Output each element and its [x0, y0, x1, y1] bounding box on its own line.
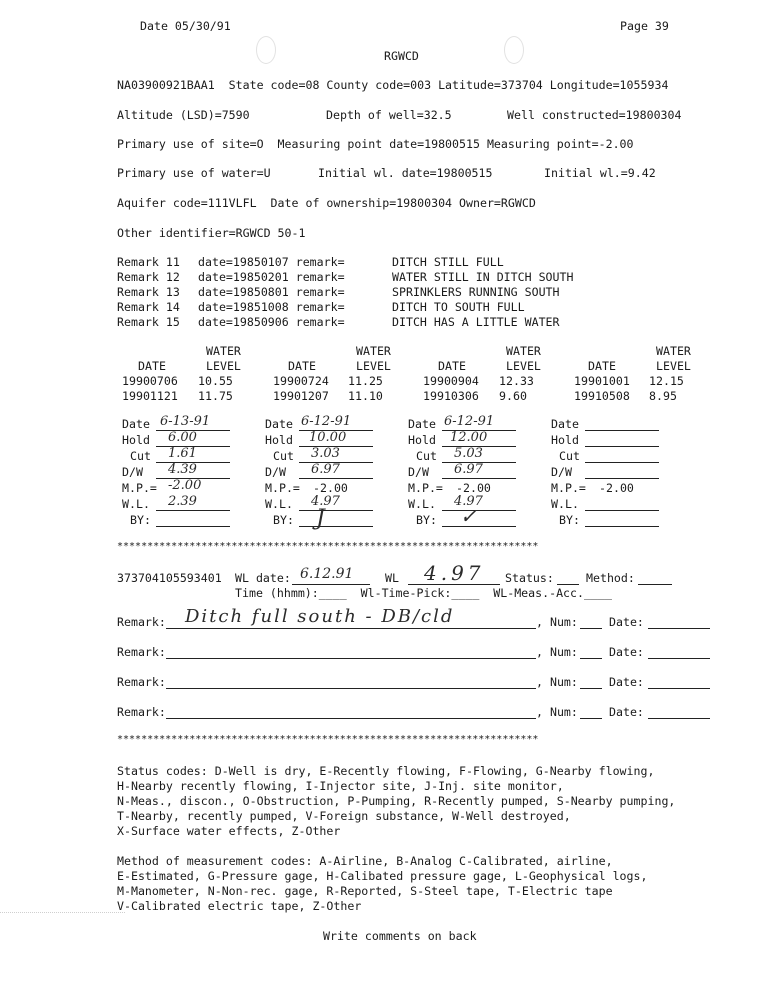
entry-date: 6-12-91	[444, 414, 495, 429]
remark-text: WATER STILL IN DITCH SOUTH	[392, 270, 574, 284]
col-header-date: DATE	[438, 359, 466, 373]
footer-note: Write comments on back	[323, 929, 477, 943]
form-label-by: BY:	[273, 513, 294, 527]
remark-entry-num: , Num:	[536, 675, 578, 689]
initial-wl-date: Initial wl. date=19800515	[318, 166, 493, 180]
remark-entry-label: Remark:	[117, 645, 166, 659]
col-header-level: LEVEL	[506, 359, 541, 373]
entry-by: J	[316, 506, 325, 531]
remark-entry-value: Ditch full south - DB/cld	[185, 606, 455, 627]
level-value: 11.75	[198, 389, 233, 403]
col-header-date: DATE	[288, 359, 316, 373]
level-value: 11.10	[348, 389, 383, 403]
form-label-cut: Cut	[130, 449, 151, 463]
form-label-by: BY:	[416, 513, 437, 527]
time-pick-line: Time (hhmm):____ Wl-Time-Pick:____ WL-Meas.-Acc.____	[235, 586, 612, 600]
method-label: Method:	[586, 571, 635, 585]
form-label-mp: M.P.=	[122, 481, 157, 495]
entry-hold: 10.00	[309, 430, 347, 445]
initial-wl: Initial wl.=9.42	[544, 166, 656, 180]
remark-label: Remark 11	[117, 255, 180, 269]
form-label-dw: D/W	[122, 465, 143, 479]
entry-dw: 6.97	[311, 462, 340, 477]
method-code-line: E-Estimated, G-Pressure gage, H-Calibated pressure gage, L-Geophysical logs,	[117, 869, 648, 883]
entry-date: 6-12-91	[301, 414, 352, 429]
punch-hole-left	[256, 36, 276, 64]
remark-date: date=19850201 remark=	[198, 270, 345, 284]
entry-date: 6-13-91	[160, 414, 211, 429]
remark-entry-date: Date:	[609, 675, 644, 689]
entry-wl: 2.39	[168, 494, 197, 509]
entry-hold: 12.00	[450, 430, 488, 445]
remark-date: date=19851008 remark=	[198, 300, 345, 314]
entry-by: ✓	[460, 504, 477, 528]
wl-date-value: 6.12.91	[300, 566, 354, 582]
wl-value: 4.97	[424, 561, 485, 585]
level-date: 19900724	[273, 374, 329, 388]
level-date: 19900706	[122, 374, 178, 388]
entry-cut: 3.03	[311, 446, 340, 461]
remark-date: date=19850906 remark=	[198, 315, 345, 329]
level-date: 19901001	[574, 374, 630, 388]
level-date: 19900904	[423, 374, 479, 388]
entry-hold: 6.00	[168, 430, 197, 445]
level-value: 10.55	[198, 374, 233, 388]
col-header-level: LEVEL	[206, 359, 241, 373]
col-header-water: WATER	[356, 344, 391, 358]
separator-line: **********************************************************************	[117, 541, 539, 552]
form-label-wl: W.L.	[551, 497, 579, 511]
form-label-dw: D/W	[265, 465, 286, 479]
form-label-date: Date	[122, 417, 150, 431]
col-header-level: LEVEL	[656, 359, 691, 373]
form-label-cut: Cut	[273, 449, 294, 463]
form-label-cut: Cut	[559, 449, 580, 463]
form-label-hold: Hold	[122, 433, 150, 447]
form-label-dw: D/W	[551, 465, 572, 479]
site-line-1: NA03900921BAA1 State code=08 County code=003 Latitude=373704 Longitude=1055934	[117, 78, 669, 92]
form-label-date: Date	[551, 417, 579, 431]
form-label-mp: M.P.=	[408, 481, 443, 495]
altitude: Altitude (LSD)=7590	[117, 108, 250, 122]
form-label-mp: M.P.=	[551, 481, 586, 495]
other-identifier: Other identifier=RGWCD 50-1	[117, 226, 306, 240]
form-label-by: BY:	[559, 513, 580, 527]
well-constructed: Well constructed=19800304	[507, 108, 682, 122]
remark-entry-num: , Num:	[536, 615, 578, 629]
col-header-date: DATE	[588, 359, 616, 373]
col-header-water: WATER	[206, 344, 241, 358]
form-label-hold: Hold	[551, 433, 579, 447]
remark-date: date=19850801 remark=	[198, 285, 345, 299]
col-header-date: DATE	[138, 359, 166, 373]
entry-wl: 4.97	[454, 494, 483, 509]
form-label-date: Date	[265, 417, 293, 431]
level-date: 19901121	[122, 389, 178, 403]
entry-cut: 5.03	[454, 446, 483, 461]
form-label-wl: W.L.	[265, 497, 293, 511]
form-label-mp: M.P.=	[265, 481, 300, 495]
form-label-hold: Hold	[265, 433, 293, 447]
use-of-water: Primary use of water=U	[117, 166, 271, 180]
form-label-wl: W.L.	[122, 497, 150, 511]
status-code-line: Status codes: D-Well is dry, E-Recently flowing, F-Flowing, G-Nearby flowing,	[117, 764, 655, 778]
remark-text: DITCH HAS A LITTLE WATER	[392, 315, 560, 329]
form-label-by: BY:	[130, 513, 151, 527]
method-code-line: Method of measurement codes: A-Airline, B-Analog C-Calibrated, airline,	[117, 854, 613, 868]
site-id: 373704105593401	[117, 571, 222, 585]
scan-artifact	[0, 912, 125, 913]
entry-mp: -2.00	[599, 481, 634, 495]
remark-entry-date: Date:	[609, 705, 644, 719]
entry-dw: 6.97	[454, 462, 483, 477]
well-depth: Depth of well=32.5	[326, 108, 452, 122]
level-value: 11.25	[348, 374, 383, 388]
punch-hole-right	[504, 36, 524, 64]
agency-title: RGWCD	[384, 49, 419, 63]
status-code-line: H-Nearby recently flowing, I-Injector site, J-Inj. site monitor,	[117, 779, 564, 793]
status-code-line: N-Meas., discon., O-Obstruction, P-Pumping, R-Recently pumped, S-Nearby pumping,	[117, 794, 676, 808]
level-value: 12.33	[499, 374, 534, 388]
method-code-line: V-Calibrated electric tape, Z-Other	[117, 899, 362, 913]
level-value: 9.60	[499, 389, 527, 403]
remark-text: DITCH STILL FULL	[392, 255, 504, 269]
level-date: 19910508	[574, 389, 630, 403]
method-code-line: M-Manometer, N-Non-rec. gage, R-Reported, S-Steel tape, T-Electric tape	[117, 884, 613, 898]
remark-entry-label: Remark:	[117, 705, 166, 719]
remark-entry-num: , Num:	[536, 645, 578, 659]
status-code-line: T-Nearby, recently pumped, V-Foreign substance, W-Well destroyed,	[117, 809, 571, 823]
remark-entry-num: , Num:	[536, 705, 578, 719]
remark-label: Remark 13	[117, 285, 180, 299]
remark-entry-date: Date:	[609, 615, 644, 629]
remark-text: SPRINKLERS RUNNING SOUTH	[392, 285, 560, 299]
level-value: 8.95	[649, 389, 677, 403]
remark-text: DITCH TO SOUTH FULL	[392, 300, 525, 314]
form-label-date: Date	[408, 417, 436, 431]
level-date: 19901207	[273, 389, 329, 403]
site-line-3: Primary use of site=O Measuring point date=19800515 Measuring point=-2.00	[117, 137, 634, 151]
wl-label: WL	[385, 571, 399, 585]
form-label-dw: D/W	[408, 465, 429, 479]
aquifer-line: Aquifer code=111VLFL Date of ownership=19800304 Owner=RGWCD	[117, 196, 536, 210]
remark-label: Remark 14	[117, 300, 180, 314]
col-header-water: WATER	[656, 344, 691, 358]
remark-label: Remark 12	[117, 270, 180, 284]
entry-wl: 4.97	[311, 494, 340, 509]
level-date: 19910306	[423, 389, 479, 403]
form-label-hold: Hold	[408, 433, 436, 447]
remark-entry-date: Date:	[609, 645, 644, 659]
entry-dw: 4.39	[168, 462, 197, 477]
remark-entry-label: Remark:	[117, 615, 166, 629]
entry-mp: -2.00	[168, 478, 202, 493]
status-label: Status:	[505, 571, 554, 585]
form-label-wl: W.L.	[408, 497, 436, 511]
report-date: Date 05/30/91	[140, 19, 231, 33]
entry-mp: -2.00	[456, 481, 491, 495]
col-header-level: LEVEL	[356, 359, 391, 373]
page-number: Page 39	[620, 19, 669, 33]
separator-line: **********************************************************************	[117, 734, 539, 745]
level-value: 12.15	[649, 374, 684, 388]
entry-mp: -2.00	[313, 481, 348, 495]
remark-entry-label: Remark:	[117, 675, 166, 689]
form-label-cut: Cut	[416, 449, 437, 463]
wl-date-label: WL date:	[235, 571, 291, 585]
remark-date: date=19850107 remark=	[198, 255, 345, 269]
status-code-line: X-Surface water effects, Z-Other	[117, 824, 341, 838]
entry-cut: 1.61	[168, 446, 197, 461]
remark-label: Remark 15	[117, 315, 180, 329]
col-header-water: WATER	[506, 344, 541, 358]
